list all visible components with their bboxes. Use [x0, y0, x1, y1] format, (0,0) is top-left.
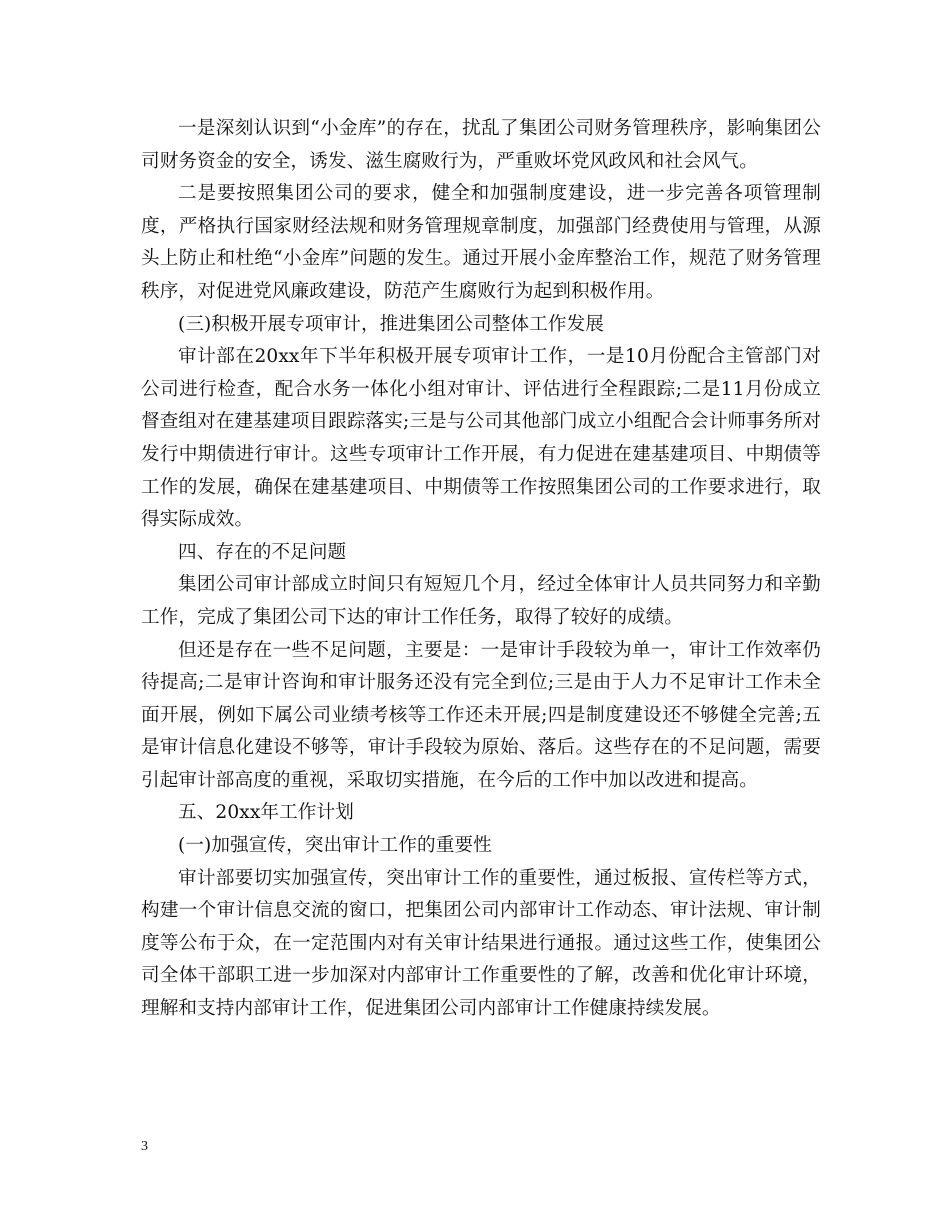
- section-heading-special-audit: (三)积极开展专项审计，推进集团公司整体工作发展: [178, 313, 604, 335]
- paragraph-department-achievements: 集团公司审计部成立时间只有短短几个月，经过全体审计人员共同努力和辛勤工作，完成了集团公司下达的审计工作任务，取得了较好的成绩。: [141, 574, 821, 628]
- paragraph-publicity: 审计部要切实加强宣传，突出审计工作的重要性，通过板报、宣传栏等方式，构建一个审计信息交流的窗口，把集团公司内部审计工作动态、审计法规、审计制度等公布于众，在一定范围内对有关审计结果进行通报。通过这些工作，使集团公司全体干部职工进一步加深对内部审计工作重要性的了解，改善和优化审计环境，理解和支持内部审计工作，促进集团公司内部审计工作健康持续发展。: [141, 867, 821, 1020]
- paragraph-shortcomings: 但还是存在一些不足问题，主要是：一是审计手段较为单一，审计工作效率仍待提高;二是审计咨询和审计服务还没有完全到位;三是由于人力不足审计工作未全面开展，例如下属公司业绩考核等工作还未开展;四是制度建设还不够健全完善;五是审计信息化建设不够等，审计手段较为原始、落后。这些存在的不足问题，需要引起审计部高度的重视，采取切实措施，在今后的工作中加以改进和提高。: [141, 639, 821, 791]
- section-heading-shortcomings: 四、存在的不足问题: [178, 541, 347, 563]
- page-number: 3: [141, 1139, 148, 1154]
- paragraph-system-building: 二是要按照集团公司的要求，健全和加强制度建设，进一步完善各项管理制度，严格执行国家财经法规和财务管理规章制度，加强部门经费使用与管理，从源头上防止和杜绝“小金库”问题的发生。通过开展小金库整治工作，规范了财务管理秩序，对促进党风廉政建设，防范产生腐败行为起到积极作用。: [141, 183, 821, 302]
- section-heading-work-plan: 五、20xx年工作计划: [178, 802, 354, 824]
- document-body: [141, 113, 821, 1026]
- paragraph-awareness: 一是深刻认识到“小金库”的存在，扰乱了集团公司财务管理秩序，影响集团公司财务资金的安全，诱发、滋生腐败行为，严重败坏党风政风和社会风气。: [141, 118, 821, 172]
- section-heading-publicity: (一)加强宣传，突出审计工作的重要性: [178, 835, 492, 857]
- paragraph-special-audit: 审计部在20xx年下半年积极开展专项审计工作，一是10月份配合主管部门对公司进行检查，配合水务一体化小组对审计、评估进行全程跟踪;二是11月份成立督查组对在建基建项目跟踪落实;三是与公司其他部门成立小组配合会计师事务所对发行中期债进行审计。这些专项审计工作开展，有力促进在建基建项目、中期债等工作的发展，确保在建基建项目、中期债等工作按照集团公司的工作要求进行，取得实际成效。: [141, 346, 821, 531]
